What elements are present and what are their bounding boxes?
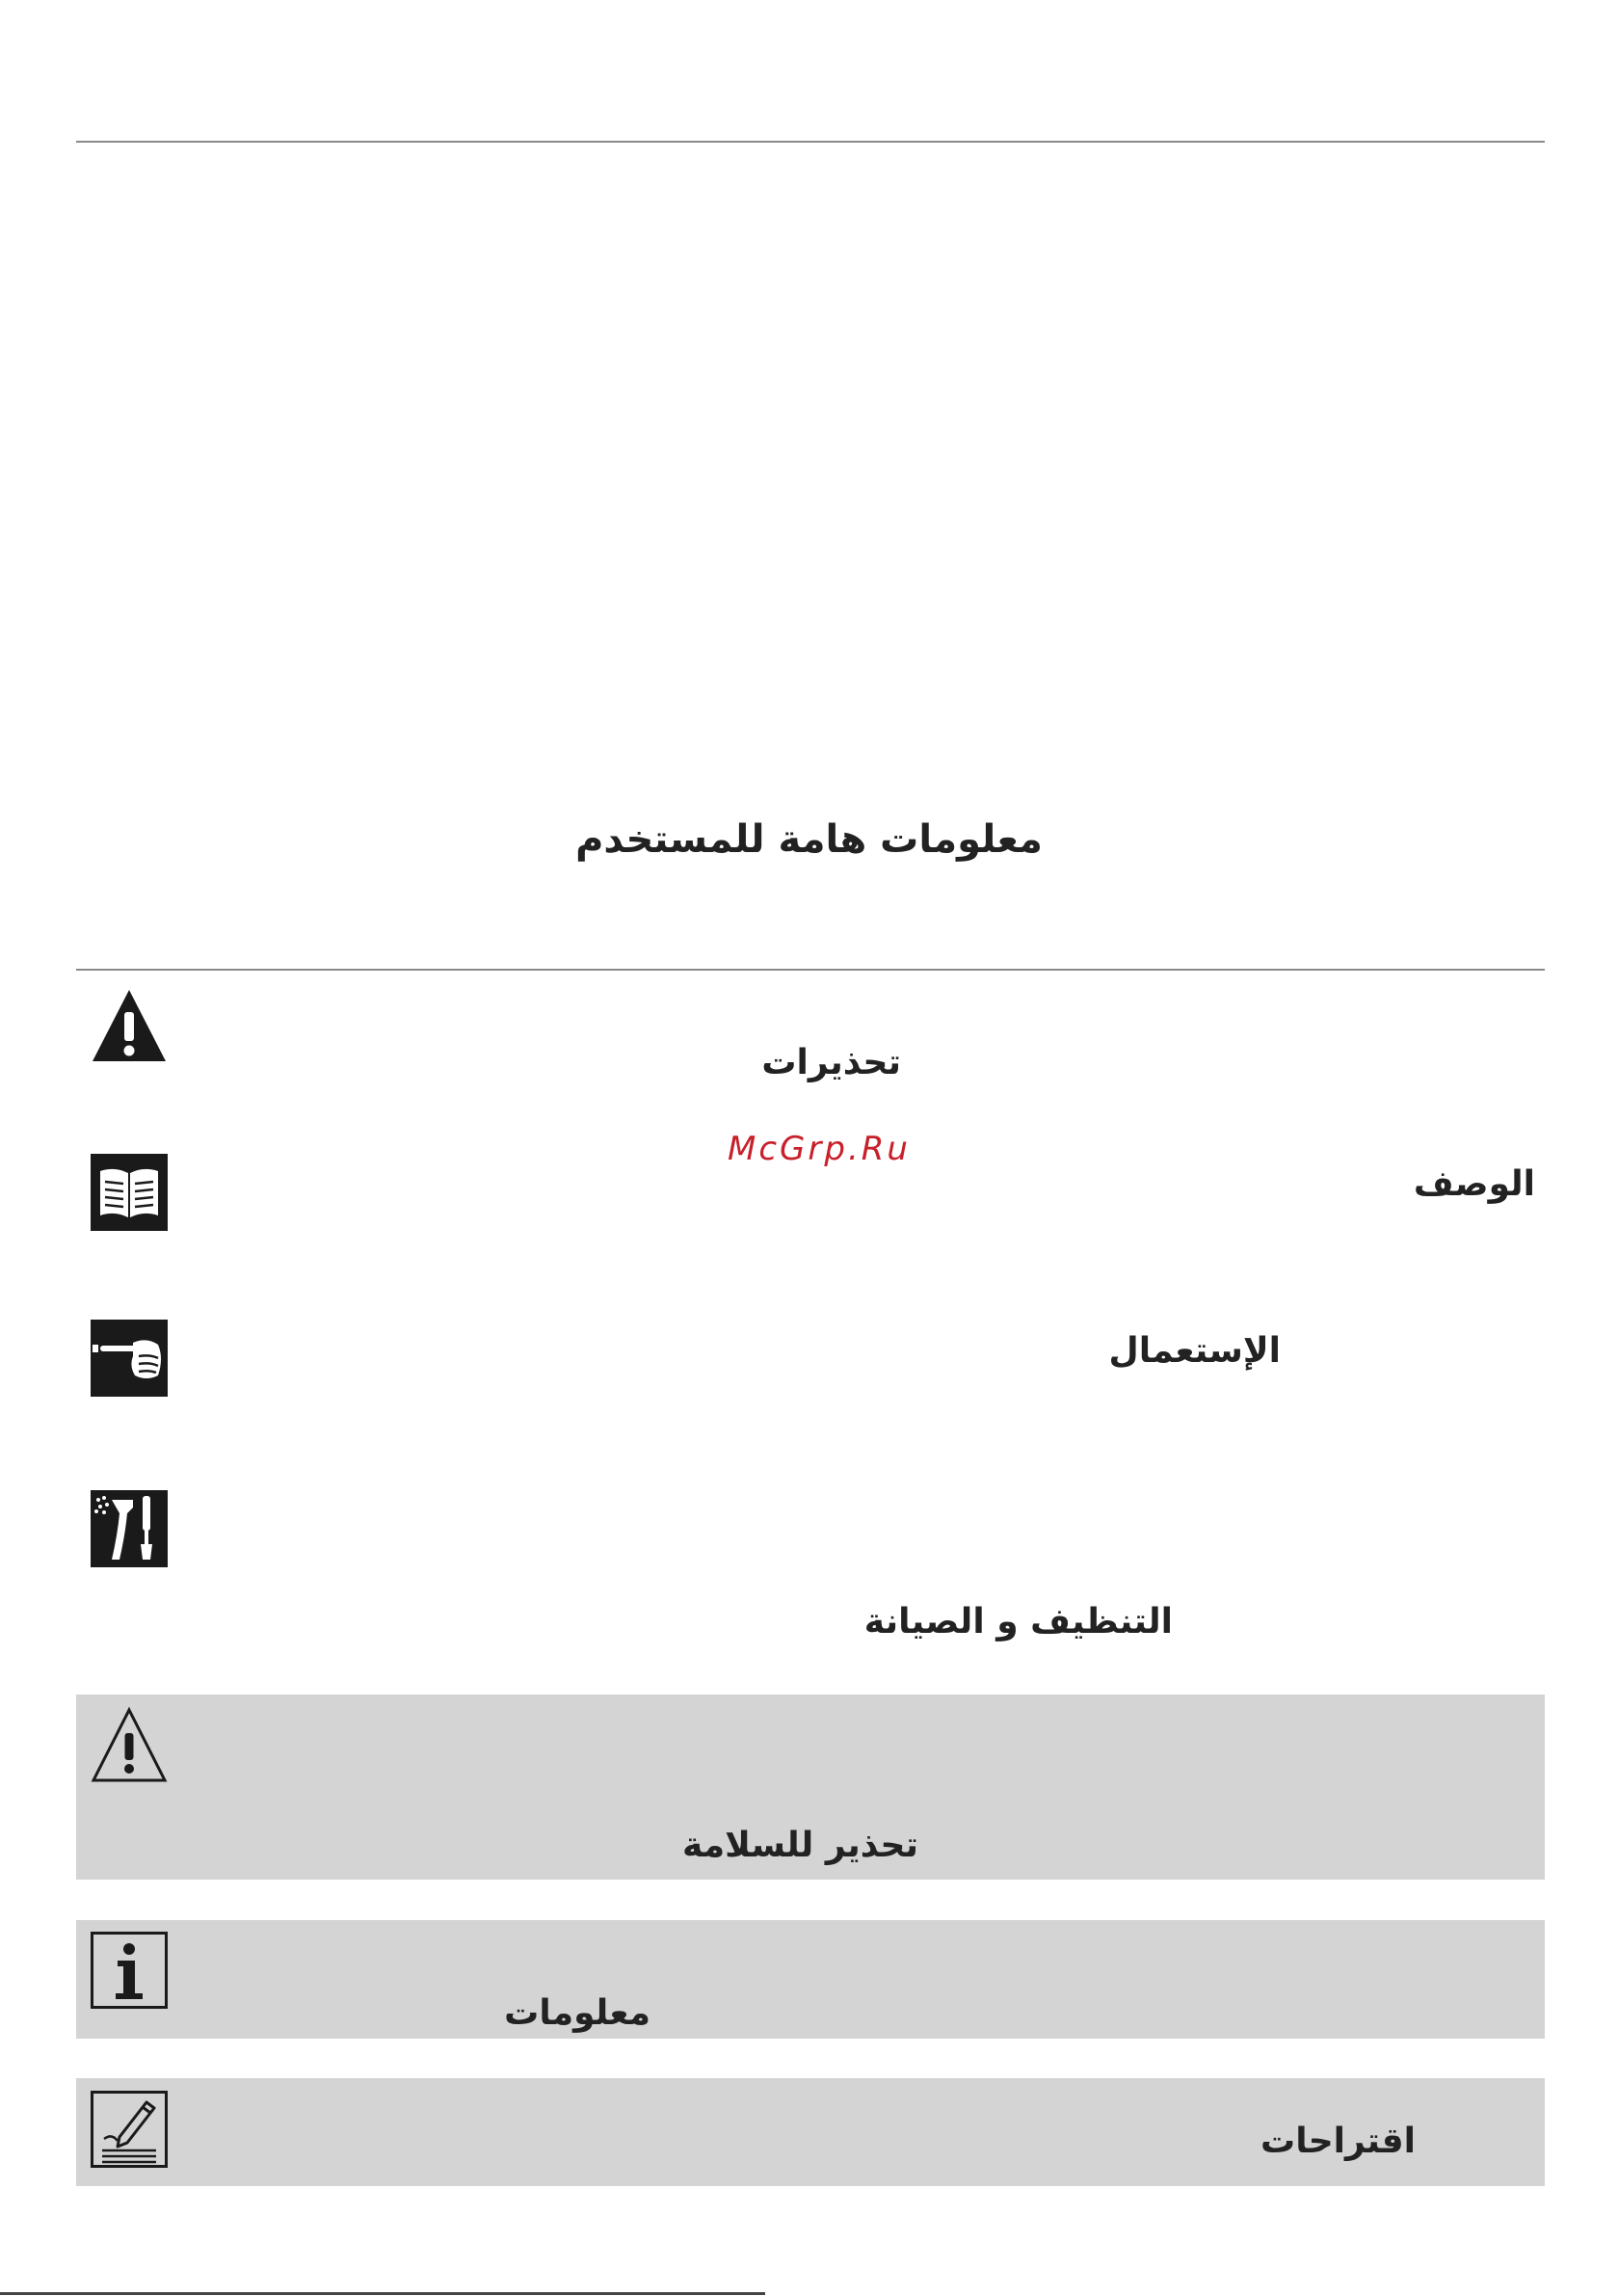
safety-warning-label: تحذير للسلامة [681,1826,918,1865]
info-icon [91,1932,168,2009]
pointing-hand-icon [91,1320,168,1397]
page-title: معلومات هامة للمستخدم [575,817,1043,862]
legend-label-warnings: تحذيرات [761,1043,901,1082]
footer-divider [0,2292,765,2295]
top-divider [76,141,1545,143]
warning-triangle-icon [91,987,168,1064]
spray-screwdriver-icon [91,1490,168,1567]
section-divider [76,969,1545,971]
legend-label-cleaning: التنظيف و الصيانة [863,1602,1173,1642]
information-panel [76,1920,1545,2039]
outline-warning-triangle-icon [91,1706,168,1783]
pencil-note-icon [91,2091,168,2168]
watermark-text: McGrp.Ru [728,1130,911,1168]
legend-label-description: الوصف [1413,1164,1535,1204]
information-label: معلومات [504,1993,650,2033]
tips-label: اقتراحات [1260,2122,1416,2161]
legend-label-usage: الإستعمال [1108,1331,1281,1371]
open-book-icon [91,1154,168,1231]
